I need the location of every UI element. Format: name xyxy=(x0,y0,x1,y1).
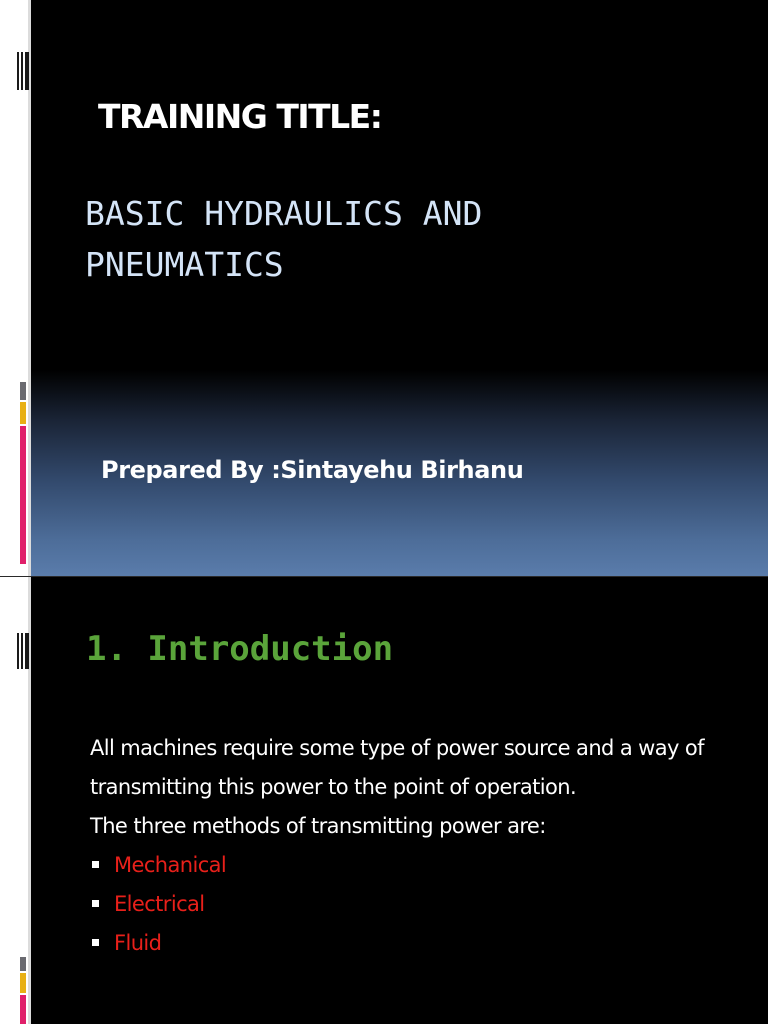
square-bullet-icon xyxy=(92,861,99,868)
tick-mark xyxy=(25,52,29,90)
bullet-text: Mechanical xyxy=(114,853,227,877)
accent-bar-pink xyxy=(20,426,26,564)
tick-mark xyxy=(17,52,19,90)
list-item xyxy=(90,885,730,924)
decorative-tick-marks xyxy=(17,52,29,90)
tick-mark xyxy=(25,633,29,669)
list-item xyxy=(90,846,730,885)
body-paragraph: All machines require some type of power source and a way of transmitting this power to the point of operation. xyxy=(90,736,704,799)
body-paragraph: The three methods of transmitting power are: xyxy=(90,814,546,838)
bullet-text: Fluid xyxy=(114,931,162,955)
slide-body xyxy=(90,729,730,963)
decorative-tick-marks xyxy=(17,633,29,669)
training-title-heading: TRAINING TITLE: xyxy=(98,97,382,136)
square-bullet-icon xyxy=(92,939,99,946)
accent-bar-pink xyxy=(20,995,26,1024)
slide-introduction xyxy=(0,576,768,1024)
power-methods-list xyxy=(90,846,730,963)
accent-bar-gold xyxy=(20,402,26,424)
tick-mark xyxy=(17,633,19,669)
tick-mark xyxy=(21,52,23,90)
bullet-text: Electrical xyxy=(114,892,205,916)
accent-bar-grey xyxy=(20,382,26,400)
list-item xyxy=(90,924,730,963)
course-title: BASIC HYDRAULICS AND PNEUMATICS xyxy=(85,194,483,284)
square-bullet-icon xyxy=(92,900,99,907)
accent-bar-gold xyxy=(20,973,26,993)
author-line: Prepared By :Sintayehu Birhanu xyxy=(101,456,524,484)
tick-mark xyxy=(21,633,23,669)
accent-bar-grey xyxy=(20,957,26,971)
section-title: 1. Introduction xyxy=(86,629,394,669)
